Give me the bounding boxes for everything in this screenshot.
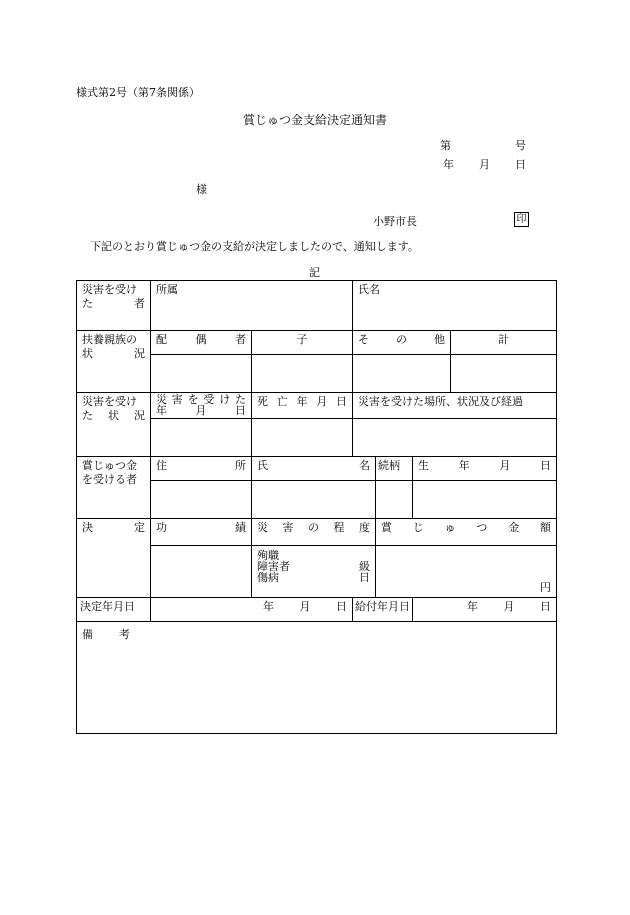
document-title: 賞じゅつ金支給決定通知書 — [243, 113, 388, 127]
dependents-label: 扶養親族の 状 況 — [77, 331, 151, 393]
child-count-field[interactable] — [252, 355, 353, 393]
recipient-suffix: 様 — [196, 183, 207, 196]
ki-label: 記 — [309, 266, 320, 279]
victim-label: 災害を受け た 者 — [77, 281, 151, 331]
issue-date-line: 年 月 日 — [443, 158, 526, 171]
remarks-field[interactable]: 備 考 — [77, 621, 557, 733]
damage-degree-header: 災 害 の 程 度 — [252, 519, 376, 545]
issuer-name: 小野市長 — [373, 215, 417, 228]
situation-label: 災害を受け た 状 況 — [77, 393, 151, 457]
address-field[interactable] — [151, 481, 252, 519]
place-situation-field[interactable] — [353, 419, 557, 457]
address-header: 住 所 — [151, 457, 252, 481]
decision-date-field[interactable]: 年 月 日 — [151, 597, 353, 621]
award-amount-field[interactable]: 円 — [376, 545, 557, 597]
merit-header: 功 績 — [151, 519, 252, 545]
place-situation-header: 災害を受けた場所、状況及び経過 — [353, 393, 557, 419]
payment-date-field[interactable]: 年 月 日 — [413, 597, 557, 621]
birthdate-field[interactable] — [413, 481, 557, 519]
merit-field[interactable] — [151, 545, 252, 597]
affiliation-field[interactable]: 所属 — [151, 281, 353, 331]
recipient-name-field[interactable] — [252, 481, 376, 519]
decision-label: 決 定 — [77, 519, 151, 597]
other-header: そ の 他 — [353, 331, 451, 355]
intro-text: 下記のとおり賞じゅつ金の支給が決定しましたので、通知します。 — [90, 240, 419, 253]
decision-date-label: 決定年月日 — [77, 597, 151, 621]
total-header: 計 — [451, 331, 557, 355]
injury-date-header: 災 害 を 受 け た 年 月 日 — [151, 393, 252, 419]
spouse-header: 配 偶 者 — [151, 331, 252, 355]
award-form-table — [76, 280, 557, 734]
seal-mark: 印 — [514, 212, 529, 227]
damage-degree-field[interactable]: 殉 職 障害者 級 傷 病 日 — [252, 545, 376, 597]
document-number-line: 第 号 — [440, 139, 526, 152]
recipient-name-header: 氏 名 — [252, 457, 376, 481]
award-amount-header: 賞 じ ゅ つ 金 額 — [376, 519, 557, 545]
payment-date-label: 給付年月日 — [353, 597, 413, 621]
death-date-field[interactable] — [252, 419, 353, 457]
spouse-count-field[interactable] — [151, 355, 252, 393]
death-date-header: 死 亡 年 月 日 — [252, 393, 353, 419]
relationship-header: 続柄 — [376, 457, 413, 481]
recipient-label: 賞じゅつ金 を受ける者 — [77, 457, 151, 519]
relationship-field[interactable] — [376, 481, 413, 519]
victim-name-field[interactable]: 氏名 — [353, 281, 557, 331]
other-count-field[interactable] — [353, 355, 451, 393]
injury-date-field[interactable] — [151, 419, 252, 457]
child-header: 子 — [252, 331, 353, 355]
form-number: 様式第2号（第7条関係） — [76, 86, 200, 99]
birthdate-header: 生 年 月 日 — [413, 457, 557, 481]
total-count-field[interactable] — [451, 355, 557, 393]
